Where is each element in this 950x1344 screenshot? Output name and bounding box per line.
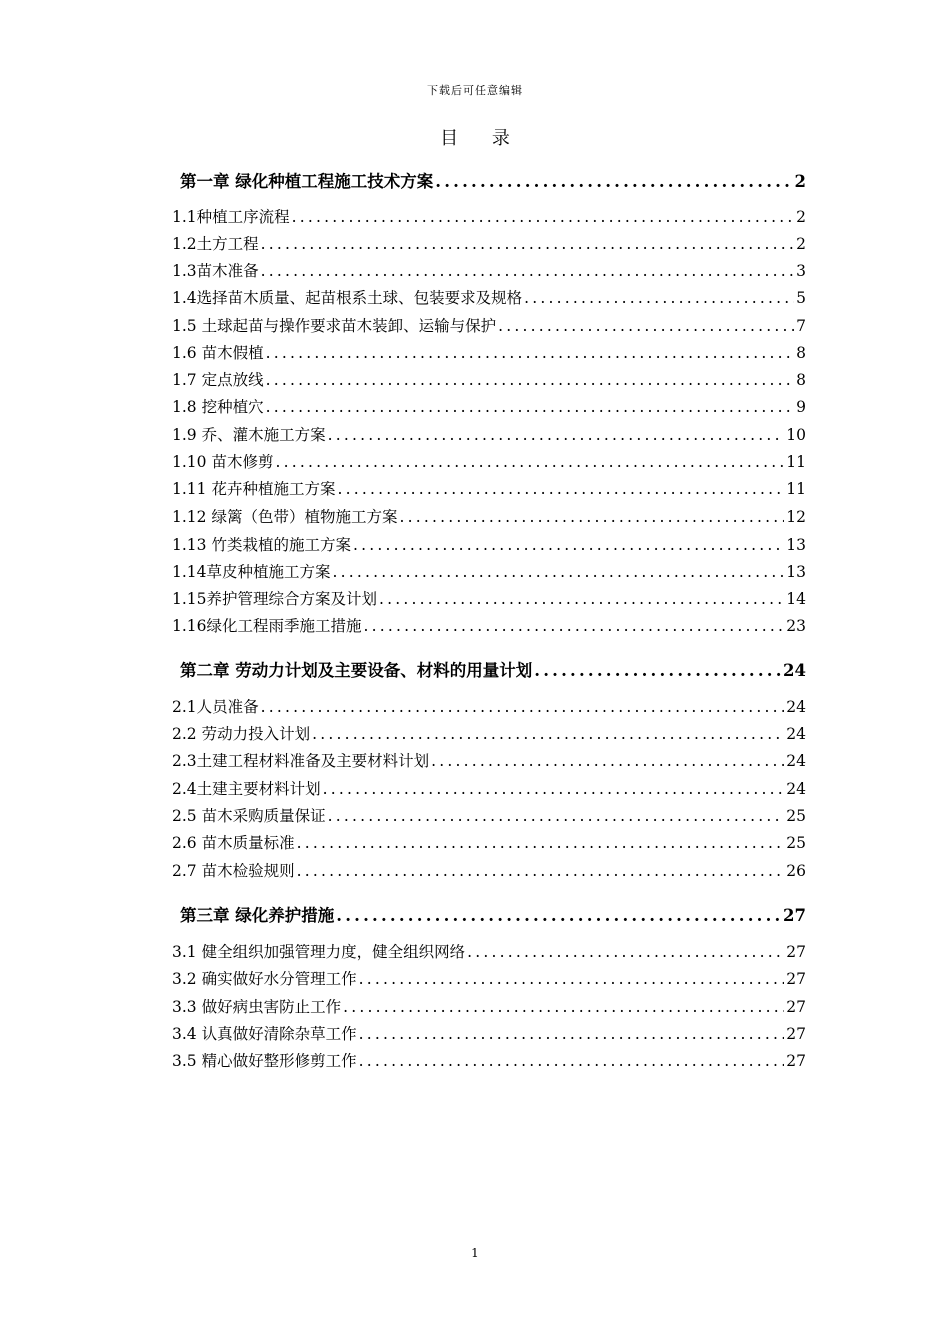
- toc-entry-text: 1.3苗木准备: [172, 262, 259, 280]
- toc-entry[interactable]: [172, 997, 806, 1017]
- toc-entry-text: 1.11 花卉种植施工方案: [172, 480, 336, 498]
- toc-entry-page: 23: [786, 617, 806, 635]
- toc-title: 目 录: [440, 128, 510, 149]
- toc-entry-page: 14: [786, 590, 806, 608]
- toc-leader-dots: [275, 452, 784, 472]
- toc-entry-text: 第一章 绿化种植工程施工技术方案: [180, 172, 434, 191]
- toc-leader-dots: [336, 906, 781, 926]
- toc-entry[interactable]: [172, 234, 806, 254]
- toc-entry-text: 1.1种植工序流程: [172, 208, 290, 226]
- toc-entry[interactable]: [172, 969, 806, 989]
- toc-entry-page: 10: [786, 426, 806, 444]
- toc-entry-page: 24: [786, 725, 806, 743]
- toc-entry-page: 12: [786, 508, 806, 526]
- toc-entry[interactable]: [172, 397, 806, 417]
- toc-entry[interactable]: [172, 697, 806, 717]
- toc-entry-text: 1.16绿化工程雨季施工措施: [172, 617, 362, 635]
- toc-entry-chapter-2[interactable]: [180, 661, 806, 681]
- toc-entry-text: 1.7 定点放线: [172, 371, 264, 389]
- toc-entry[interactable]: [172, 724, 806, 744]
- toc-entry-text: 1.8 挖种植穴: [172, 398, 264, 416]
- toc-entry-text: 3.2 确实做好水分管理工作: [172, 970, 357, 988]
- toc-entry-text: 1.14草皮种植施工方案: [172, 563, 331, 581]
- toc-entry[interactable]: [172, 833, 806, 853]
- toc-entry-page: 27: [786, 998, 806, 1016]
- toc-entry-page: 9: [796, 398, 806, 416]
- toc-leader-dots: [312, 724, 784, 744]
- toc-entry-text: 2.3土建工程材料准备及主要材料计划: [172, 752, 430, 770]
- toc-leader-dots: [431, 751, 784, 771]
- toc-entry-text: 第二章 劳动力计划及主要设备、材料的用量计划: [180, 661, 533, 680]
- toc-entry-text: 3.3 做好病虫害防止工作: [172, 998, 342, 1016]
- toc-entry-page: 3: [796, 262, 806, 280]
- toc-leader-dots: [266, 343, 795, 363]
- toc-entry-page: 8: [796, 371, 806, 389]
- toc-entry-text: 3.4 认真做好清除杂草工作: [172, 1025, 357, 1043]
- toc-entry-page: 27: [786, 1052, 806, 1070]
- toc-entry-page: 27: [786, 1025, 806, 1043]
- toc-leader-dots: [297, 833, 785, 853]
- toc-entry[interactable]: [172, 370, 806, 390]
- toc-entry-page: 27: [783, 906, 806, 925]
- toc-entry-text: 1.15养护管理综合方案及计划: [172, 590, 378, 608]
- toc-leader-dots: [364, 616, 785, 636]
- toc-leader-dots: [359, 969, 785, 989]
- toc-leader-dots: [328, 806, 785, 826]
- toc-entry[interactable]: [172, 452, 806, 472]
- toc-entry-page: 2: [796, 208, 806, 226]
- toc-entry[interactable]: [172, 288, 806, 308]
- toc-entry-page: 26: [786, 862, 806, 880]
- toc-entry-text: 2.2 劳动力投入计划: [172, 725, 311, 743]
- toc-entry[interactable]: [172, 806, 806, 826]
- toc-entry-page: 2: [796, 235, 806, 253]
- toc-entry-text: 1.2土方工程: [172, 235, 259, 253]
- toc-entry[interactable]: [172, 942, 806, 962]
- toc-entry-text: 3.1 健全组织加强管理力度，健全组织网络: [172, 943, 466, 961]
- toc-leader-dots: [359, 1051, 785, 1071]
- toc-entry[interactable]: [172, 751, 806, 771]
- toc-entry-text: 1.5 土球起苗与操作要求苗木装卸、运输与保护: [172, 317, 497, 335]
- toc-entry[interactable]: [172, 779, 806, 799]
- toc-leader-dots: [399, 507, 784, 527]
- toc-entry[interactable]: [172, 343, 806, 363]
- toc-leader-dots: [261, 234, 794, 254]
- toc-entry[interactable]: [172, 261, 806, 281]
- toc-entry[interactable]: [172, 1051, 806, 1071]
- toc-leader-dots: [333, 562, 785, 582]
- toc-leader-dots: [297, 861, 785, 881]
- toc-leader-dots: [534, 661, 781, 681]
- toc-entry-text: 1.9 乔、灌木施工方案: [172, 426, 326, 444]
- toc-entry-page: 5: [796, 289, 806, 307]
- toc-entry-page: 11: [786, 453, 806, 471]
- toc-leader-dots: [266, 397, 795, 417]
- toc-leader-dots: [323, 779, 785, 799]
- toc-entry[interactable]: [172, 316, 806, 336]
- toc-entry-text: 2.1人员准备: [172, 698, 259, 716]
- toc-leader-dots: [435, 172, 792, 192]
- toc-leader-dots: [328, 425, 785, 445]
- toc-entry-page: 24: [786, 780, 806, 798]
- toc-entry-page: 27: [786, 943, 806, 961]
- toc-entry-page: 7: [796, 317, 806, 335]
- toc-entry[interactable]: [172, 425, 806, 445]
- toc-entry-page: 25: [786, 834, 806, 852]
- toc-entry-page: 24: [783, 661, 806, 680]
- toc-entry-page: 13: [786, 563, 806, 581]
- page-number: 1: [471, 1246, 479, 1260]
- toc-entry-text: 1.6 苗木假植: [172, 344, 264, 362]
- toc-entry-page: 13: [786, 536, 806, 554]
- toc-entry[interactable]: [172, 207, 806, 227]
- toc-entry[interactable]: [172, 507, 806, 527]
- toc-entry-text: 2.6 苗木质量标准: [172, 834, 295, 852]
- toc-leader-dots: [353, 535, 784, 555]
- toc-entry[interactable]: [172, 562, 806, 582]
- toc-entry[interactable]: [172, 861, 806, 881]
- toc-leader-dots: [261, 261, 794, 281]
- toc-entry-text: 1.4选择苗木质量、起苗根系土球、包装要求及规格: [172, 289, 523, 307]
- toc-leader-dots: [337, 479, 784, 499]
- toc-entry-text: 2.7 苗木检验规则: [172, 862, 295, 880]
- toc-entry-page: 2: [794, 172, 806, 191]
- toc-entry-page: 8: [796, 344, 806, 362]
- toc-entry-text: 第三章 绿化养护措施: [180, 906, 335, 925]
- toc-entry-text: 2.5 苗木采购质量保证: [172, 807, 326, 825]
- toc-entry-text: 1.12 绿篱（色带）植物施工方案: [172, 508, 398, 526]
- toc-entry-text: 3.5 精心做好整形修剪工作: [172, 1052, 357, 1070]
- toc-leader-dots: [467, 942, 784, 962]
- toc-leader-dots: [292, 207, 794, 227]
- toc-entry[interactable]: [172, 535, 806, 555]
- toc-entry-page: 25: [786, 807, 806, 825]
- toc-leader-dots: [359, 1024, 785, 1044]
- toc-entry-text: 2.4土建主要材料计划: [172, 780, 321, 798]
- toc-leader-dots: [261, 697, 785, 717]
- toc-entry-page: 11: [786, 480, 806, 498]
- toc-leader-dots: [266, 370, 795, 390]
- toc-entry-chapter-1[interactable]: [180, 172, 806, 192]
- toc-entry[interactable]: [172, 616, 806, 636]
- toc-entry-chapter-3[interactable]: [180, 906, 806, 926]
- toc-leader-dots: [524, 288, 794, 308]
- toc-entry-page: 24: [786, 752, 806, 770]
- toc-entry[interactable]: [172, 589, 806, 609]
- header-note: 下载后可任意编辑: [427, 84, 523, 97]
- toc-entry[interactable]: [172, 1024, 806, 1044]
- toc-leader-dots: [379, 589, 784, 609]
- toc-entry-page: 27: [786, 970, 806, 988]
- toc-entry-page: 24: [786, 698, 806, 716]
- toc-leader-dots: [343, 997, 784, 1017]
- toc-entry-text: 1.10 苗木修剪: [172, 453, 274, 471]
- toc-entry[interactable]: [172, 479, 806, 499]
- toc-entry-text: 1.13 竹类栽植的施工方案: [172, 536, 351, 554]
- toc-leader-dots: [498, 316, 794, 336]
